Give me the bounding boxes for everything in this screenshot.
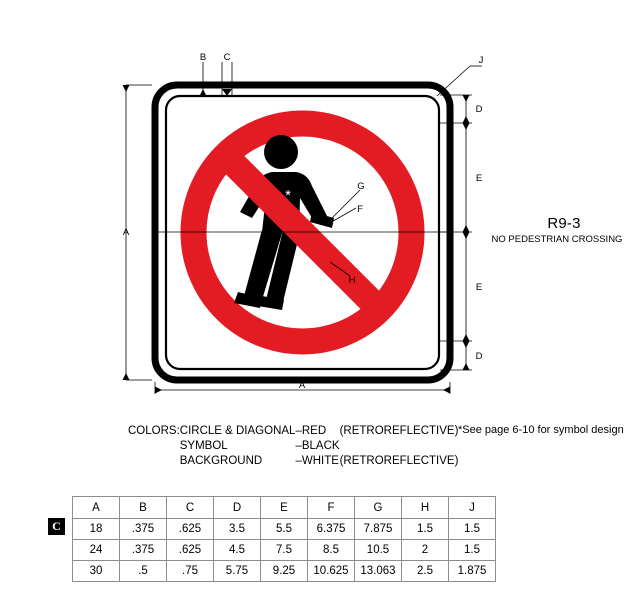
colors-item: BACKGROUND xyxy=(179,455,263,467)
dimension-cell: 30 xyxy=(73,561,120,582)
label-C: C xyxy=(223,52,231,63)
colors-label: COLORS: xyxy=(128,425,180,437)
dimension-cell: 8.5 xyxy=(308,540,355,561)
colors-spacer xyxy=(128,454,180,469)
dimension-table xyxy=(72,496,496,582)
table-row xyxy=(73,540,496,561)
label-H: H xyxy=(348,275,356,286)
colors-block xyxy=(128,424,458,469)
table-row xyxy=(73,561,496,582)
dimension-header-cell: G xyxy=(355,497,402,519)
label-E-upper: E xyxy=(475,173,483,184)
dimension-cell: 1.5 xyxy=(449,519,496,540)
series-badge: C xyxy=(48,518,65,535)
dimension-cell: .625 xyxy=(167,540,214,561)
colors-row xyxy=(128,439,458,454)
symbol-design-footnote: *See page 6-10 for symbol design xyxy=(458,424,624,436)
dimension-header-cell: E xyxy=(261,497,308,519)
colors-item: CIRCLE & DIAGONAL xyxy=(179,425,296,437)
dimension-cell: 13.063 xyxy=(355,561,402,582)
dimension-cell: .625 xyxy=(167,519,214,540)
dimension-cell: .5 xyxy=(120,561,167,582)
dimension-cell: 18 xyxy=(73,519,120,540)
sign-name: NO PEDESTRIAN CROSSING xyxy=(491,234,623,245)
dimension-cell: 9.25 xyxy=(261,561,308,582)
dimension-cell: 4.5 xyxy=(214,540,261,561)
colors-dash: – xyxy=(295,425,302,437)
label-B: B xyxy=(199,52,207,63)
colors-item: SYMBOL xyxy=(179,440,228,452)
dimension-cell: 7.5 xyxy=(261,540,308,561)
colors-value: RED xyxy=(301,425,327,437)
dimension-cell: .75 xyxy=(167,561,214,582)
dimension-cell: 10.625 xyxy=(308,561,355,582)
colors-row xyxy=(128,424,458,439)
dimension-cell: .375 xyxy=(120,540,167,561)
dimension-header-cell: D xyxy=(214,497,261,519)
label-F: F xyxy=(357,204,363,215)
colors-value: WHITE xyxy=(301,455,339,467)
dimension-cell: 5.75 xyxy=(214,561,261,582)
dimension-header-cell: A xyxy=(73,497,120,519)
dimension-cell: 5.5 xyxy=(261,519,308,540)
dimension-header-cell: F xyxy=(308,497,355,519)
label-A-bottom: A xyxy=(298,380,306,391)
colors-dash: – xyxy=(295,440,302,452)
colors-note: (RETROREFLECTIVE) xyxy=(339,425,459,437)
symbol-note-asterisk: * xyxy=(285,187,291,204)
label-J: J xyxy=(478,55,484,66)
colors-value: BLACK xyxy=(301,440,340,452)
colors-note: (RETROREFLECTIVE) xyxy=(339,455,459,467)
dimension-header-cell: H xyxy=(402,497,449,519)
dimension-cell: .375 xyxy=(120,519,167,540)
label-A-left: A xyxy=(122,227,130,238)
dimension-cell: 1.5 xyxy=(402,519,449,540)
dimension-cell: 10.5 xyxy=(355,540,402,561)
dimension-header-cell: J xyxy=(449,497,496,519)
label-D-bottom: D xyxy=(475,351,483,362)
dimension-cell: 7.875 xyxy=(355,519,402,540)
dimension-cell: 2.5 xyxy=(402,561,449,582)
sign-code: R9-3 xyxy=(547,215,581,232)
dimension-cell: 1.875 xyxy=(449,561,496,582)
colors-dash: – xyxy=(295,455,302,467)
dimension-header-cell: C xyxy=(167,497,214,519)
dimension-cell: 1.5 xyxy=(449,540,496,561)
table-row xyxy=(73,519,496,540)
dimension-cell: 3.5 xyxy=(214,519,261,540)
dimension-table-wrapper xyxy=(72,496,496,582)
dimension-cell: 24 xyxy=(73,540,120,561)
colors-spacer xyxy=(128,439,180,454)
dimension-header-cell: B xyxy=(120,497,167,519)
label-D-top: D xyxy=(475,104,483,115)
dimension-cell: 6.375 xyxy=(308,519,355,540)
colors-row xyxy=(128,454,458,469)
label-G: G xyxy=(357,181,365,192)
dimension-table-header-row xyxy=(73,497,496,519)
colors-note xyxy=(340,439,459,454)
dimension-cell: 2 xyxy=(402,540,449,561)
label-E-lower: E xyxy=(475,282,483,293)
